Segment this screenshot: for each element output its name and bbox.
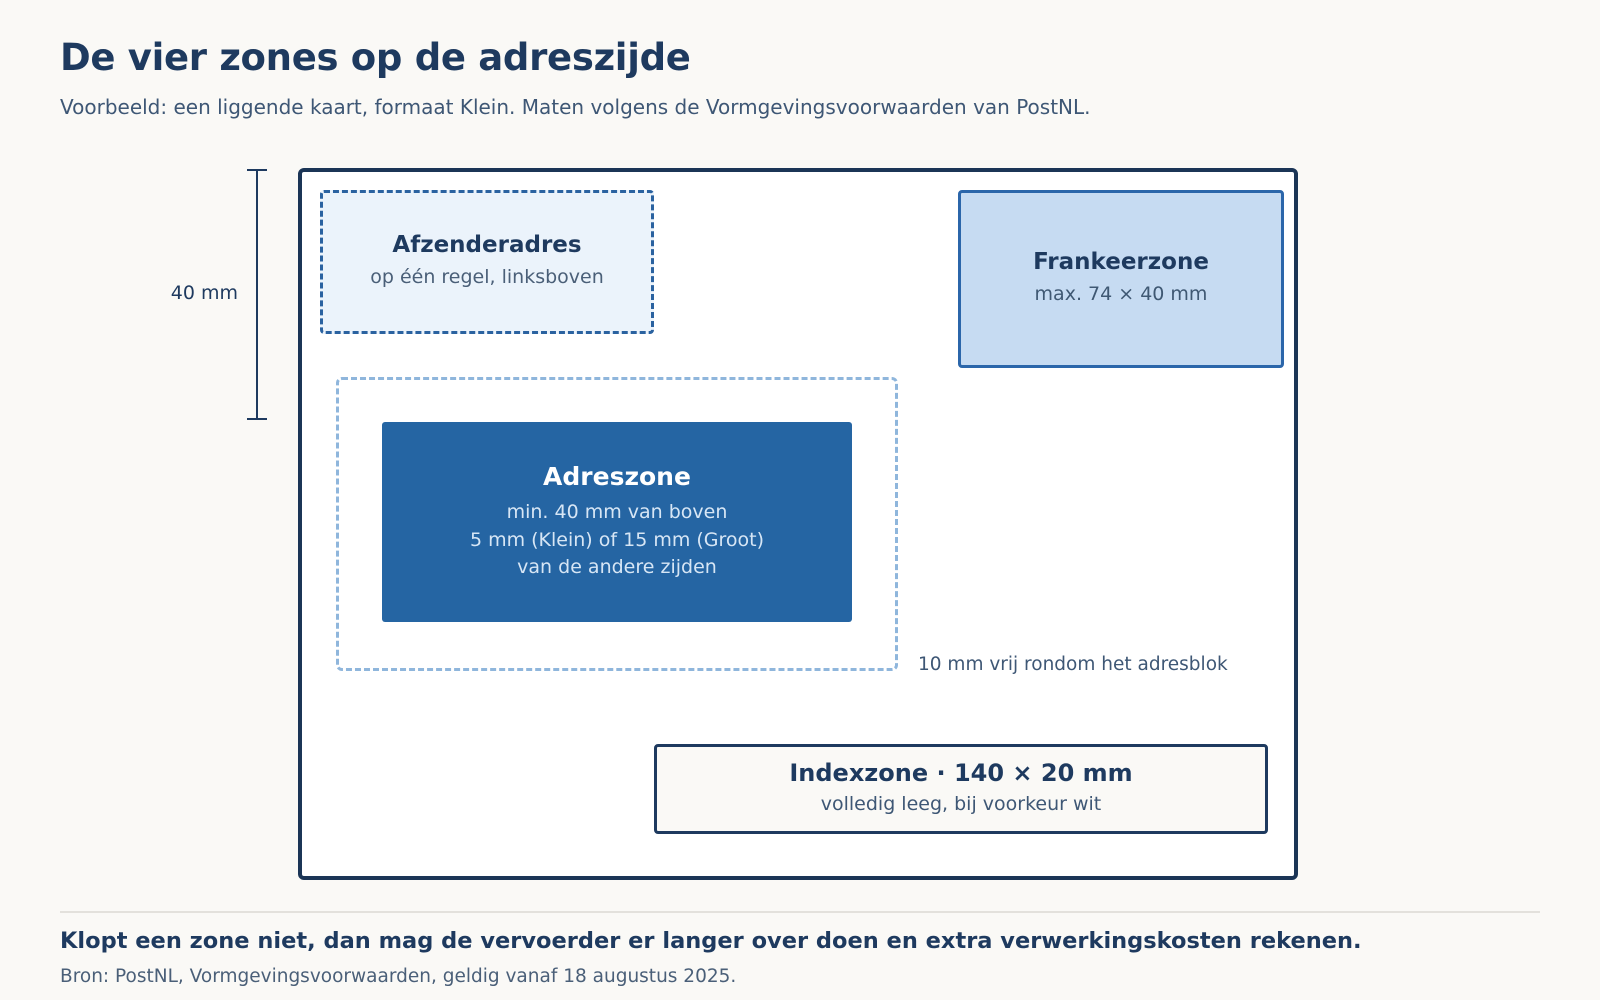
sender-zone: [320, 190, 654, 334]
index-zone: [654, 744, 1268, 834]
address-zone-rule: van de andere zijden: [517, 556, 717, 579]
page-subtitle: Voorbeeld: een liggende kaart, formaat Klein. Maten volgens de Vormgevingsvoorwaarden van PostNL.: [60, 95, 1091, 119]
address-zone-rules: [470, 499, 764, 582]
index-zone-subtitle: volledig leeg, bij voorkeur wit: [820, 793, 1102, 816]
index-zone-title: Indexzone · 140 × 20 mm: [789, 759, 1133, 788]
sender-zone-title: Afzenderadres: [392, 232, 582, 259]
address-zone-rule: 5 mm (Klein) of 15 mm (Groot): [469, 528, 765, 551]
postage-zone: [958, 190, 1284, 368]
postage-zone-subtitle: max. 74 × 40 mm: [1034, 283, 1208, 306]
postage-zone-title: Frankeerzone: [1033, 249, 1209, 276]
dimension-label: 40 mm: [170, 282, 238, 304]
address-zone-title: Adreszone: [543, 462, 691, 492]
postcard-address-side: [298, 168, 1298, 880]
dimension-line: [256, 170, 258, 420]
footer-note: Klopt een zone niet, dan mag de vervoerder er langer over doen en extra verwerkingskosten rekenen.: [60, 928, 1362, 954]
sender-zone-subtitle: op één regel, linksboven: [370, 266, 604, 289]
clearance-note: 10 mm vrij rondom het adresblok: [918, 654, 1228, 675]
dimension-cap-bottom: [247, 418, 267, 420]
address-zone-rule: min. 40 mm van boven: [506, 501, 728, 524]
footer-source: Bron: PostNL, Vormgevingsvoorwaarden, geldig vanaf 18 augustus 2025.: [60, 966, 737, 987]
address-zone: [382, 422, 852, 622]
footer-divider: [60, 911, 1540, 913]
page-title: De vier zones op de adreszijde: [60, 36, 691, 79]
